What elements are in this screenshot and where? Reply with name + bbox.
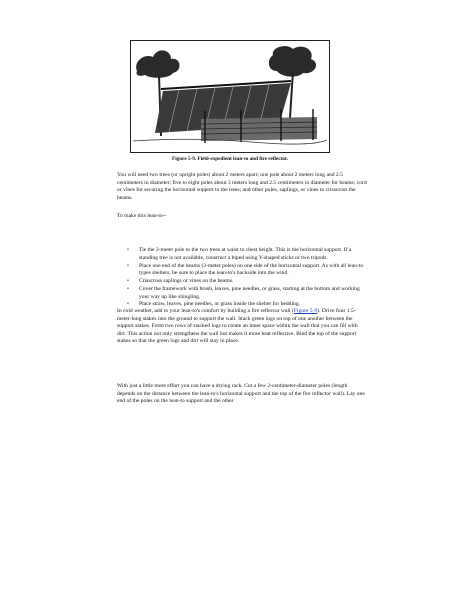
- figure-caption: Figure 5-9. Field-expedient lean-to and fire reflector.: [172, 156, 288, 162]
- list-item-text: Tie the 2-meter pole to the two trees at waist to chest height. This is the horizontal support. If a standing tree is not available, construct a biped using Y-shaped sticks or two tripods.: [139, 247, 352, 261]
- list-item-text: Place straw, leaves, pine needles, or grass inside the shelter for bedding.: [139, 301, 301, 308]
- list-item: [127, 247, 367, 262]
- bullet-glyph: •: [127, 247, 129, 253]
- list-item: [127, 285, 367, 301]
- list-item: [127, 262, 367, 278]
- list-item: [127, 278, 367, 286]
- bullet-glyph: •: [127, 278, 129, 285]
- list-item-text: Place one end of the beams (3-meter poles) on one side of the horizontal support. As with all lean-to types shelters, be sure to place the lean-to's backside into the wind.: [139, 262, 364, 277]
- left-tree-canopy: [136, 50, 179, 77]
- bullet-glyph: •: [127, 301, 129, 308]
- materials-paragraph: You will need two trees (or upright poles) about 2 meters apart; one pole about 2 meters long and 2.5 centimeters in diameter; five to eight poles about 3 meters long and 2.5 centimeters in diameter for beams; cord or vines for securing the horizontal support to the trees; and other poles, saplings, or vines to crisscross the beams.: [117, 172, 367, 201]
- list-item-text: Cover the framework with brush, leaves, pine needles, or grass, starting at the bottom and working your way up like shingling.: [139, 285, 360, 300]
- bullet-glyph: •: [127, 262, 129, 269]
- list-item-text: Crisscross saplings or vines on the beams.: [139, 278, 234, 285]
- instructions-intro: To make this lean-to--: [117, 213, 167, 219]
- lean-to-illustration: [130, 40, 330, 153]
- lean-to-drawing: [131, 41, 329, 152]
- drying-rack-paragraph: With just a little more effort you can have a drying rack. Cut a few 2-centimeter-diameter poles (length depends on the distance between the lean-to's horizontal support and the top of the fire reflector wall). Lay one end of the poles on the lean-to support and the other: [117, 383, 365, 405]
- fire-reflector-paragraph: [117, 308, 367, 346]
- instruction-list: [117, 247, 367, 309]
- bullet-glyph: •: [127, 285, 129, 292]
- fire-reflector-text-start: In cold weather, add to your lean-to's comfort by building a fire reflector wall (: [117, 308, 294, 314]
- figure-link[interactable]: Figure 5-9: [293, 308, 318, 314]
- fire-reflector-text-end: ). Drive four 1.5-meter-long stakes into the ground to support the wall. Stack green logs on top of one another between the support stakes. Form two rows of stacked logs to create an inner space within the wall that you can fill with dirt. This action not only strengthens the wall but makes it more heat reflective. Bind the top of the support stakes so that the green logs and dirt will stay in place.: [117, 308, 358, 345]
